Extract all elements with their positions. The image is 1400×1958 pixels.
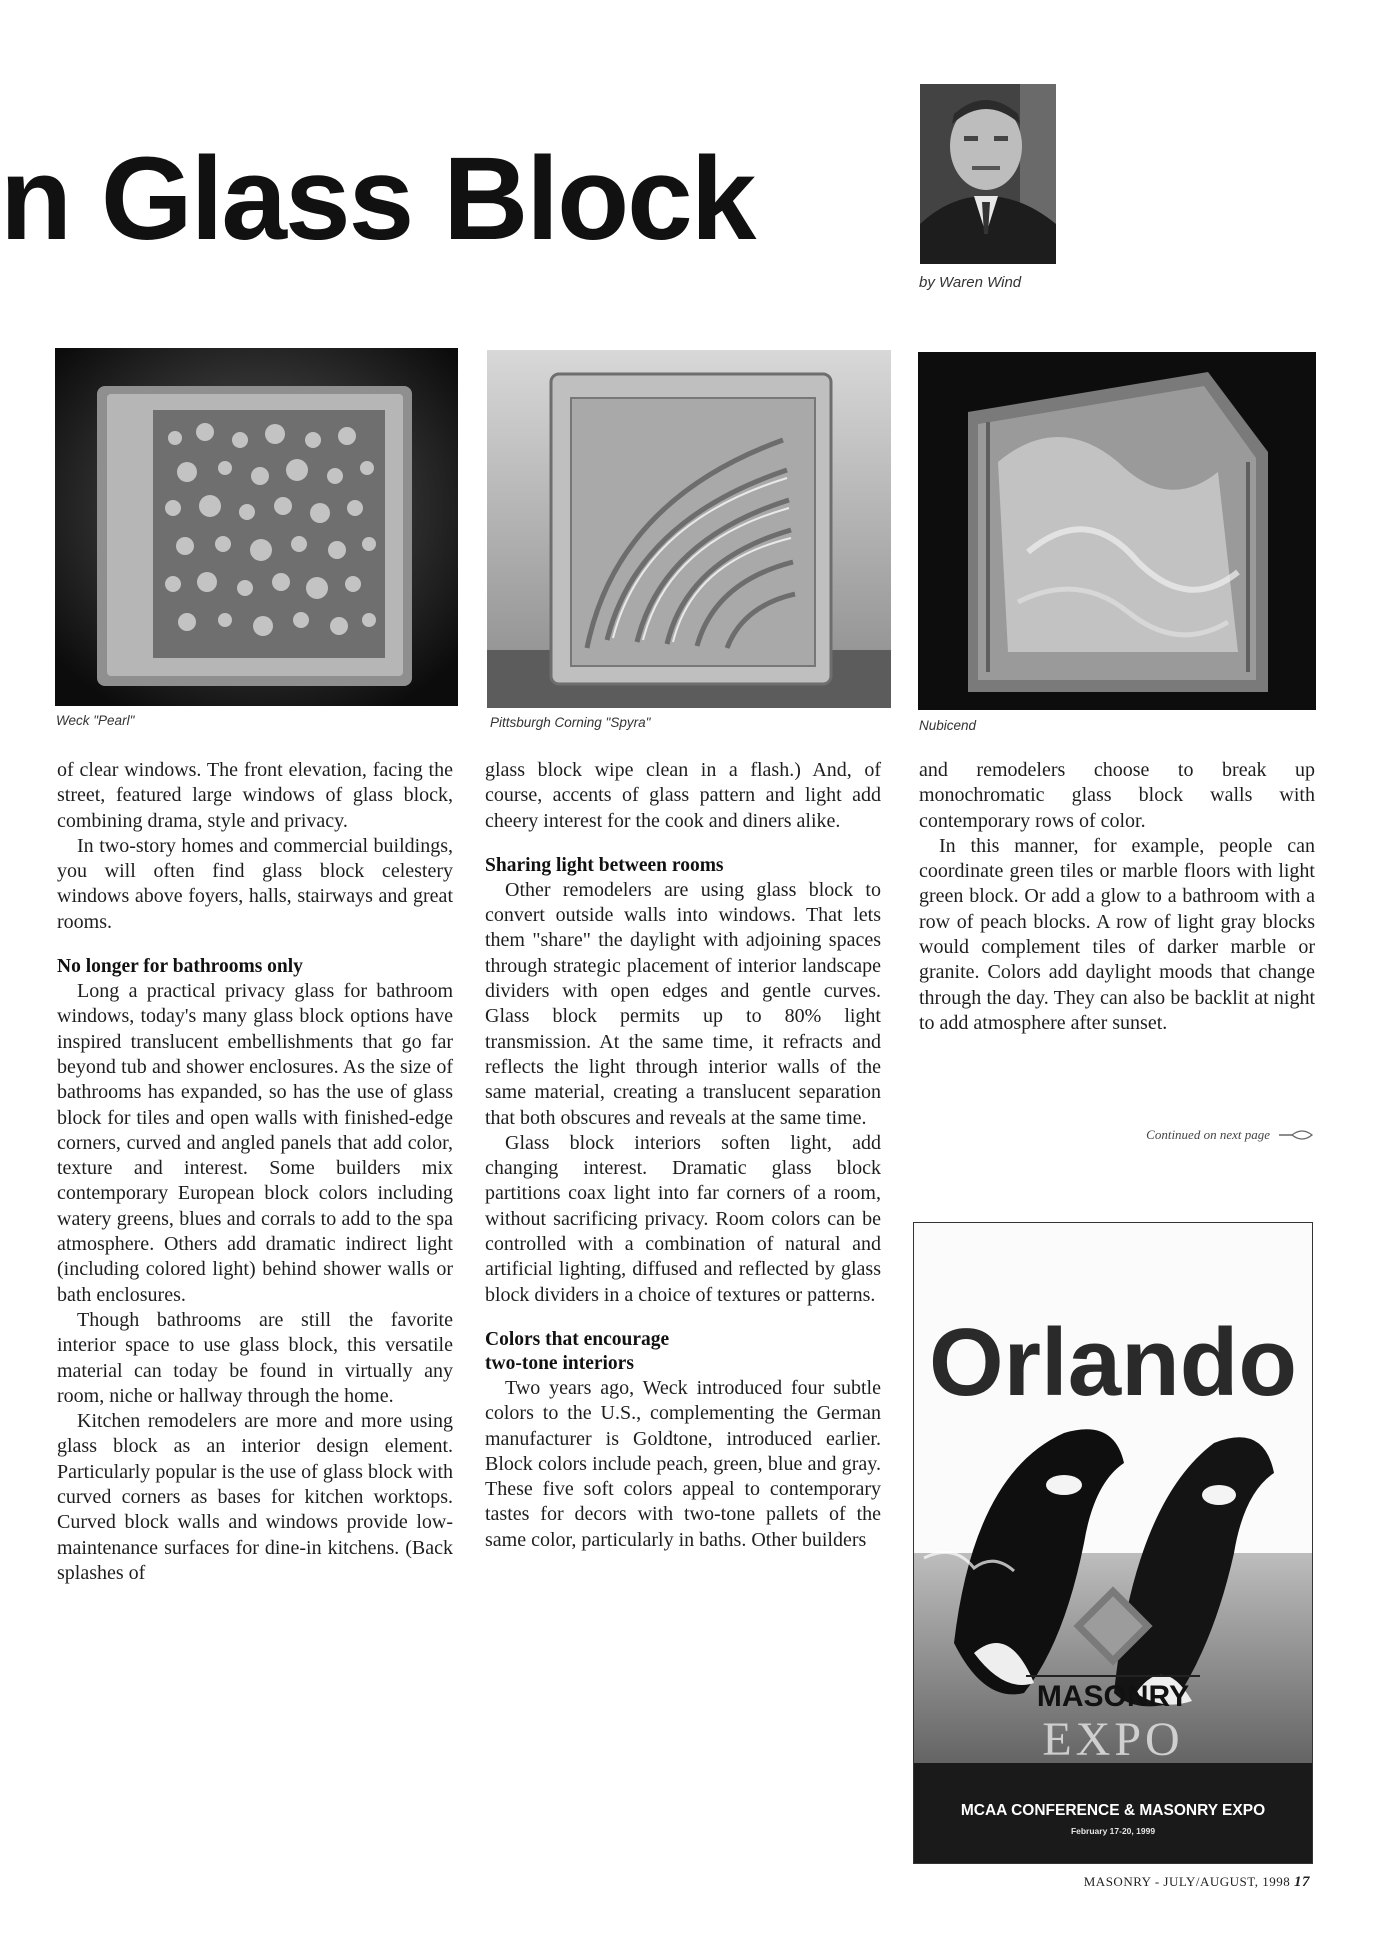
ad-dates: February 17-20, 1999 [1070, 1826, 1156, 1836]
byline: by Waren Wind [919, 274, 1022, 291]
paragraph: Two years ago, Weck introduced four subtle colors to the U.S., complementing the German manufacturer is Goldtone, introduced earlier. Block colors include peach, green, blue and gray. These five soft colors appeal to contemporary tastes for decors with two-tone pallets of the same color, particularly in baths. Other builders [485, 1376, 881, 1551]
subheading: No longer for bathrooms only [57, 956, 303, 978]
paragraph: In this manner, for example, people can coordinate green tiles or marble floors with light green block. Or add a glow to a bathroom with a row of peach blocks. A row of light gray blocks would complement tiles of darker marble or granite. Colors add daylight moods that change through the day. They can also be backlit at night to add atmosphere after sunset. [919, 834, 1315, 1034]
subheading: Sharing light between rooms [485, 854, 724, 876]
paragraph: of clear windows. The front elevation, facing the street, featured large windows of glass block, combining drama, style and privacy. [57, 759, 453, 832]
subheading-line-1: Colors that encourage [485, 1328, 670, 1350]
ad-artwork [914, 1223, 1312, 1863]
author-photo [920, 84, 1056, 264]
footer-publication: MASONRY - JULY/AUGUST, 1998 [1083, 1874, 1291, 1889]
paragraph: glass block wipe clean in a flash.) And, of course, accents of glass pattern and light add cheery interest for the cook and diners alike. [485, 759, 881, 832]
photo-pittsburgh-spyra [487, 350, 891, 708]
article-column-1 [57, 758, 453, 1586]
photo-caption-3: Nubicend [919, 718, 977, 733]
photo-caption-2: Pittsburgh Corning "Spyra" [490, 715, 651, 730]
article-column-2 [485, 758, 881, 1553]
page-number: 17 [1294, 1874, 1310, 1890]
continued-text: Continued on next page [1146, 1127, 1270, 1142]
ad-city-title: Orlando [928, 1309, 1298, 1416]
paragraph: and remodelers choose to break up monochromatic glass block walls with contemporary rows of color. [919, 759, 1315, 832]
subheading-line-2: two-tone interiors [485, 1352, 634, 1374]
page-footer [1084, 1874, 1310, 1891]
continued-note [1146, 1127, 1314, 1143]
paragraph: Long a practical privacy glass for bathroom windows, today's many glass block options have inspired translucent embellishments that go far beyond tub and shower enclosures. As the size of bathrooms has expanded, so has the use of glass block for tiles and open walls with finished-edge corners, curved and angled panels that add color, texture and interest. Some builders mix contemporary European block colors including watery greens, blues and corrals to add to the spa atmosphere. Others add dramatic indirect light (including colored light) behind shower walls or bath enclosures. [57, 980, 453, 1306]
paragraph: Though bathrooms are still the favorite interior space to use glass block, this versatile material can today be found in virtually any room, niche or hallway through the home. [57, 1308, 453, 1407]
photo-weck-pearl [55, 348, 458, 706]
masonry-expo-ad [913, 1222, 1313, 1864]
continued-arrow-icon [1278, 1128, 1314, 1142]
headline: n Glass Block [0, 133, 755, 265]
author-portrait-image [920, 84, 1056, 264]
paragraph: Other remodelers are using glass block to convert outside walls into windows. That lets them "share" the daylight with adjoining spaces through strategic placement of interior landscape dividers with open edges and gentle curves. Glass block permits up to 80% light transmission. At the same time, it refracts and reflects the light through interior walls of the same material, creating a translucent separation that both obscures and reveals at the same time. [485, 878, 881, 1129]
paragraph: In two-story homes and commercial buildings, you will often find glass block celestery windows above foyers, halls, stairways and great rooms. [57, 834, 453, 933]
subheading [485, 1328, 881, 1376]
photo-nubicend [918, 352, 1316, 710]
photo-caption-1: Weck "Pearl" [56, 713, 135, 728]
ad-logo-bottom: EXPO [1042, 1713, 1184, 1766]
ad-tagline: MCAA CONFERENCE & MASONRY EXPO [960, 1802, 1266, 1819]
glass-block-nubicend-image [918, 352, 1316, 710]
paragraph: Glass block interiors soften light, add changing interest. Dramatic glass block partitions coax light into far corners of a room, without sacrificing privacy. Room colors can be controlled with a combination of natural and artificial lighting, diffused and reflected by glass block dividers in a choice of textures or patterns. [485, 1131, 881, 1306]
ad-logo-top: MASONRY [1036, 1680, 1190, 1713]
paragraph: Kitchen remodelers are more and more using glass block as an interior design element. Particularly popular is the use of glass block with curved corners as bases for kitchen worktops. Curved block walls and windows provide low-maintenance surfaces for dine-in kitchens. (Back splashes of [57, 1410, 453, 1584]
glass-block-spyra-image [487, 350, 891, 708]
article-column-3 [919, 758, 1315, 1036]
glass-block-pearl-image [55, 348, 458, 706]
